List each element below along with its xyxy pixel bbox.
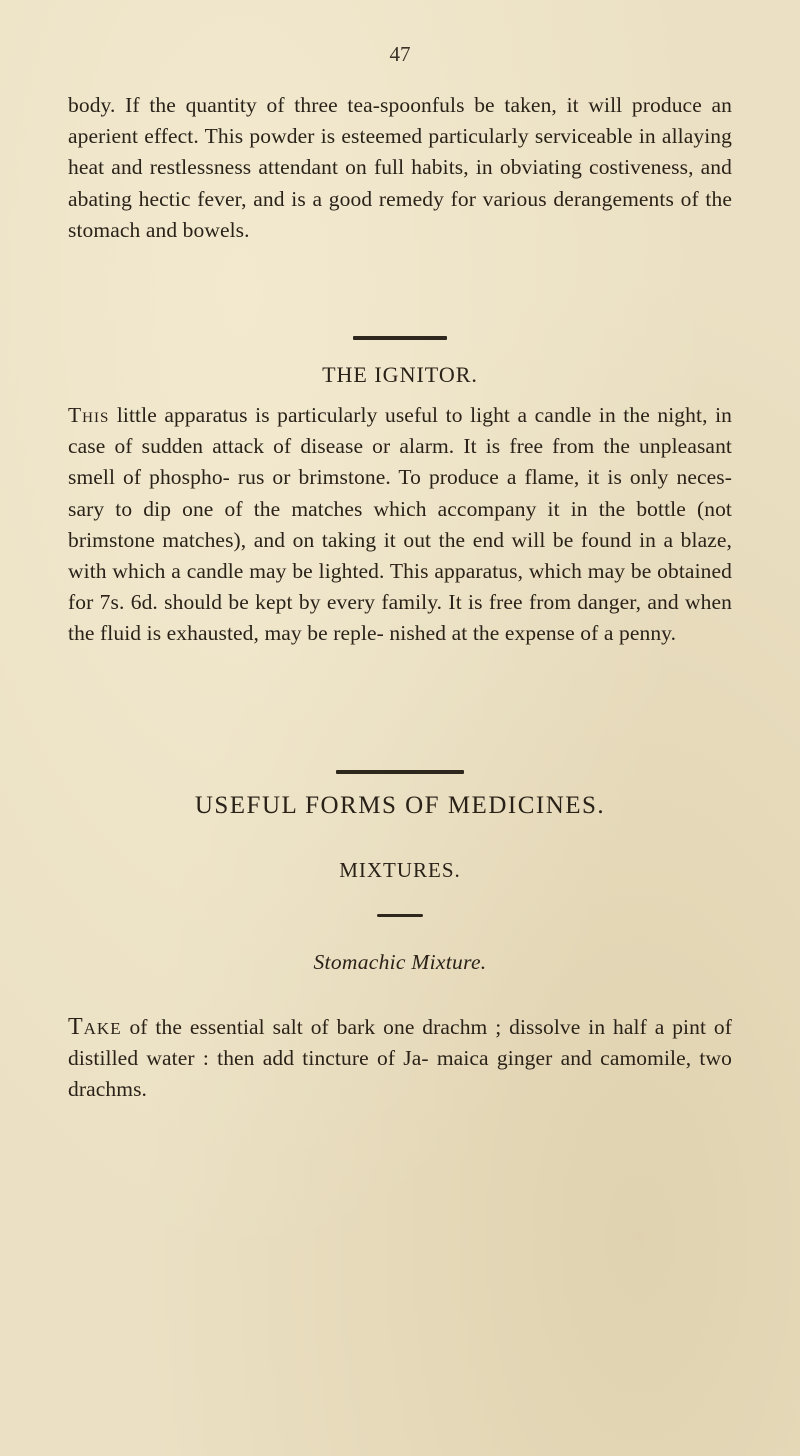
stomachic-paragraph-container — [68, 1012, 732, 1106]
ignitor-lead-word: This — [68, 403, 110, 427]
ignitor-paragraph-container — [68, 400, 732, 650]
section-divider-2 — [0, 770, 800, 774]
ignitor-body-text: little apparatus is particularly useful to light a candle in the night, in case of sudden attack of disease or alarm. It is free from the unpleasant smell of phospho- rus or brimstone. To produce a flame, it is only neces- sary to dip one of the matches which accompany it in the bottle (not brimstone matches), and on taking it out the end will be found in a blaze, with which a candle may be lighted. This apparatus, which may be obtained for 7s. 6d. should be kept by every family. It is free from danger, and when the fluid is exhausted, may be reple- nished at the expense of a penny. — [68, 403, 732, 646]
heading-useful-forms: USEFUL FORMS OF MEDICINES. — [194, 792, 606, 819]
heading-mixtures: MIXTURES. — [339, 858, 461, 882]
page-number: 47 — [389, 42, 411, 66]
section-divider-3 — [0, 914, 800, 917]
stomachic-body-text: of the essential salt of bark one drachm ; dissolve in half a pint of distilled water : then add tincture of Ja- maica ginger and camomile, two drachms. — [68, 1015, 732, 1102]
heading-stomachic-mixture: Stomachic Mixture. — [313, 950, 487, 974]
section-divider-1 — [0, 336, 800, 340]
stomachic-paragraph — [68, 1012, 732, 1106]
intro-paragraph: body. If the quantity of three tea-spoonfuls be taken, it will produce an aperient effect. This powder is esteemed particularly serviceable in allaying heat and restlessness attendant on full habits, in obviating costiveness, and abating hectic fever, and is a good remedy for various derangements of the stomach and bowels. — [68, 93, 732, 242]
ignitor-paragraph — [68, 400, 732, 650]
stomachic-lead-word: Take — [68, 1014, 122, 1040]
intro-paragraph-container — [68, 90, 732, 246]
heading-ignitor: THE IGNITOR. — [322, 362, 478, 387]
